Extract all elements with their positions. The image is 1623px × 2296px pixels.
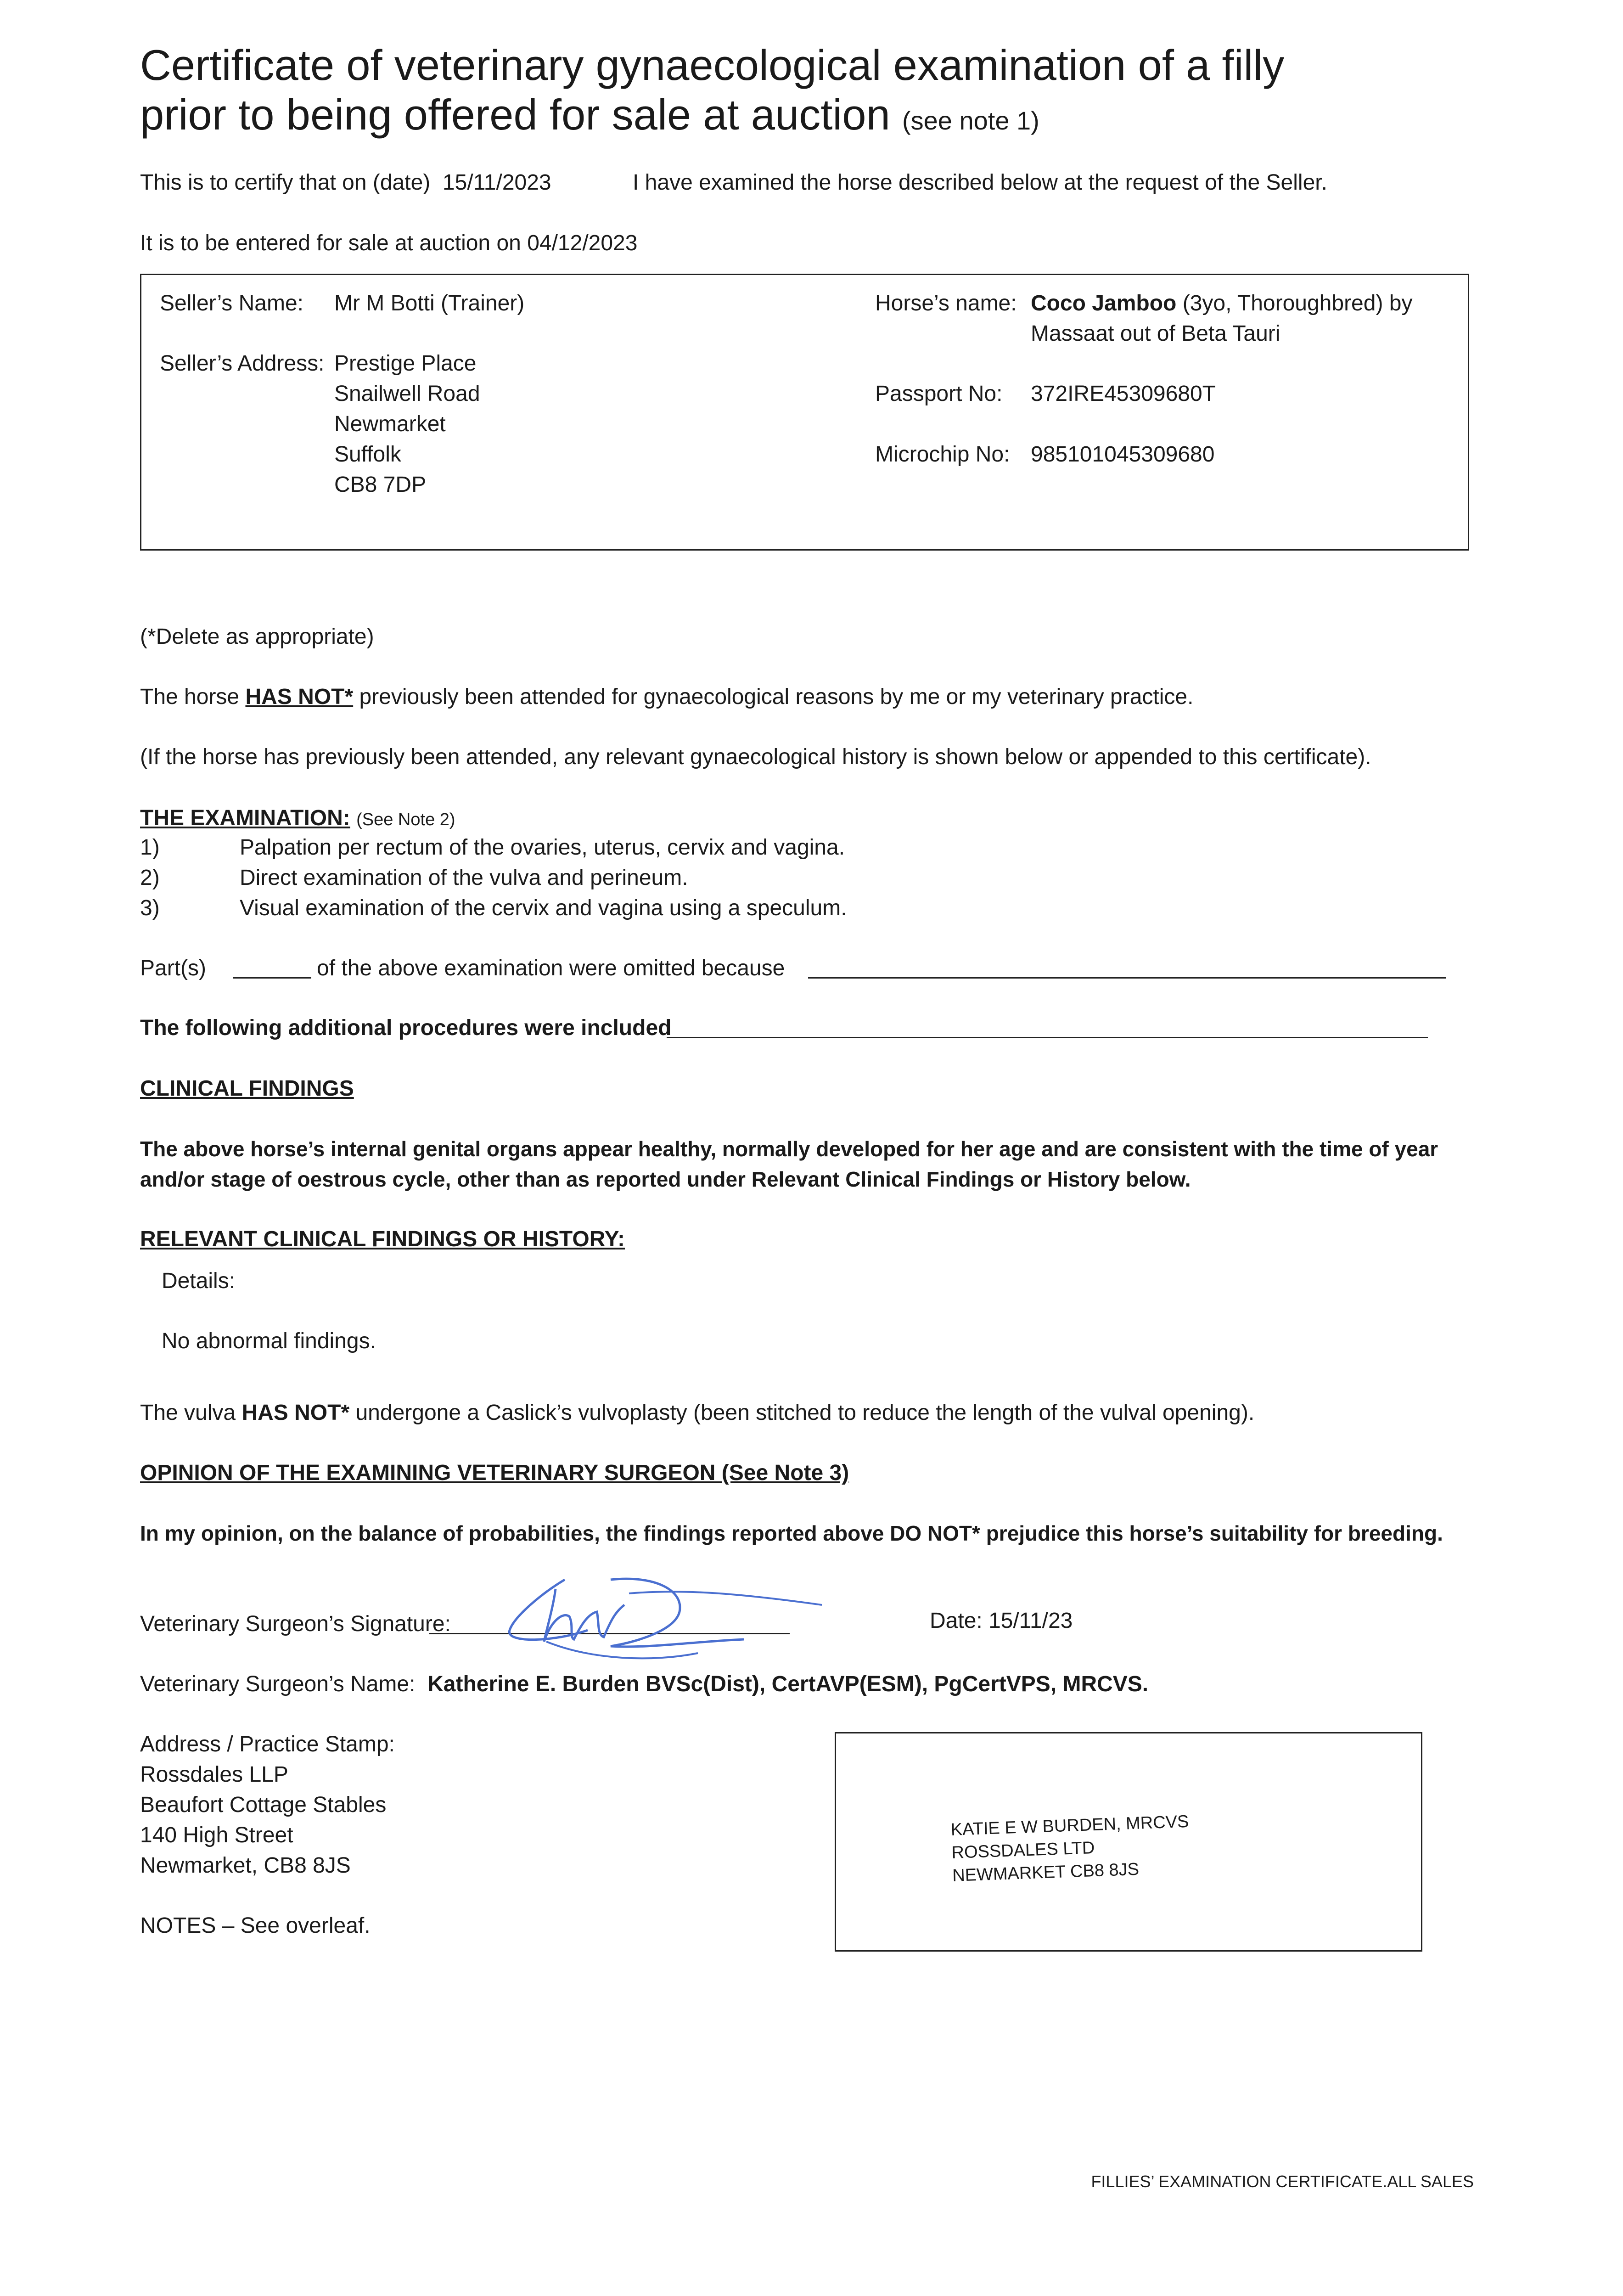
auction-date: 04/12/2023 <box>527 231 638 255</box>
exam-item-num: 3) <box>140 896 160 920</box>
signature-date <box>930 1606 1073 1636</box>
examination-heading-note: (See Note 2) <box>356 810 455 829</box>
seller-address-line: CB8 7DP <box>334 473 427 497</box>
horse-name-details: (3yo, Thoroughbred) by <box>1182 291 1413 315</box>
signature-date-label: Date: <box>930 1609 983 1633</box>
attended-status: HAS NOT* <box>245 685 354 709</box>
stamp-line: NEWMARKET CB8 8JS <box>952 1859 1140 1885</box>
footer-text: FILLIES’ EXAMINATION CERTIFICATE.ALL SALES <box>1091 2172 1474 2191</box>
vulva-status: HAS NOT* <box>241 1401 350 1425</box>
seller-name-label: Seller’s Name: <box>160 291 304 315</box>
opinion-heading: OPINION OF THE EXAMINING VETERINARY SURGEON (See Note 3) <box>140 1461 849 1485</box>
exam-item-text: Visual examination of the cervix and vagina using a speculum. <box>240 896 847 920</box>
practice-address-line: Beaufort Cottage Stables <box>140 1793 387 1817</box>
additional-procedures: The following additional procedures were included <box>140 1016 672 1040</box>
signature-date-value: 15/11/23 <box>988 1609 1073 1633</box>
vulva-suffix: undergone a Caslick’s vulvoplasty (been stitched to reduce the length of the vulval opening). <box>355 1401 1255 1425</box>
certify-statement <box>140 168 551 197</box>
horse-name-label: Horse’s name: <box>875 291 1017 315</box>
examination-heading: THE EXAMINATION: <box>140 806 350 830</box>
additional-procedures-blank <box>667 1037 1428 1038</box>
omitted-reason-blank <box>808 977 1446 979</box>
vulva-prefix: The vulva <box>140 1401 236 1425</box>
opinion-statement: In my opinion, on the balance of probabilities, the findings reported above DO NOT* prejudice this horse’s suitability for breeding. <box>140 1521 1443 1545</box>
details-label: Details: <box>162 1269 236 1293</box>
title-line-1: Certificate of veterinary gynaecological examination of a filly <box>140 41 1285 89</box>
vulva-statement <box>140 1398 1254 1428</box>
omitted-prefix: Part(s) <box>140 956 206 980</box>
microchip-label: Microchip No: <box>875 442 1010 467</box>
seller-address-line: Prestige Place <box>334 351 477 376</box>
horse-name: Coco Jamboo <box>1031 291 1177 315</box>
auction-prefix: It is to be entered for sale at auction on <box>140 231 521 255</box>
omitted-suffix: of the above examination were omitted because <box>317 956 785 980</box>
auction-statement <box>140 229 637 258</box>
seller-address-line: Newmarket <box>334 412 446 436</box>
horse-pedigree: Massaat out of Beta Tauri <box>1031 321 1280 346</box>
vet-name: Katherine E. Burden BVSc(Dist), CertAVP(ESM), PgCertVPS, MRCVS. <box>427 1672 1149 1696</box>
details-text: No abnormal findings. <box>162 1329 376 1353</box>
notes-reference: NOTES – See overleaf. <box>140 1913 371 1938</box>
exam-item-text: Direct examination of the vulva and perineum. <box>240 866 688 890</box>
horse-name-line <box>1031 289 1412 318</box>
attended-suffix: previously been attended for gynaecological reasons by me or my veterinary practice. <box>359 685 1194 709</box>
delete-note: (*Delete as appropriate) <box>140 625 374 649</box>
passport-label: Passport No: <box>875 382 1003 406</box>
seller-name: Mr M Botti (Trainer) <box>334 291 525 315</box>
practice-label: Address / Practice Stamp: <box>140 1732 395 1756</box>
omitted-parts-blank <box>233 977 311 979</box>
attended-prefix: The horse <box>140 685 240 709</box>
certify-date: 15/11/2023 <box>442 170 551 195</box>
signature-image <box>500 1561 831 1667</box>
clinical-heading: CLINICAL FINDINGS <box>140 1076 354 1101</box>
exam-item-num: 1) <box>140 835 160 860</box>
seller-address-line: Suffolk <box>334 442 401 467</box>
passport-number: 372IRE45309680T <box>1031 382 1216 406</box>
examination-heading-line <box>140 804 455 834</box>
signature-label: Veterinary Surgeon’s Signature: <box>140 1612 451 1636</box>
practice-address-line: Rossdales LLP <box>140 1762 288 1787</box>
practice-address-line: Newmarket, CB8 8JS <box>140 1853 351 1878</box>
attended-statement <box>140 682 1193 712</box>
title-line-2-text: prior to being offered for sale at auction <box>140 90 890 139</box>
clinical-statement-line-1: The above horse’s internal genital organs appear healthy, normally developed for her age and are consistent with the time of year <box>140 1137 1438 1161</box>
vet-name-label: Veterinary Surgeon’s Name: <box>140 1672 416 1696</box>
vet-name-line <box>140 1670 1148 1699</box>
history-note: (If the horse has previously been attended, any relevant gynaecological history is shown below or appended to this certificate). <box>140 745 1371 769</box>
stamp-text <box>950 1810 1191 1887</box>
relevant-heading: RELEVANT CLINICAL FINDINGS OR HISTORY: <box>140 1227 625 1251</box>
seller-address-label: Seller’s Address: <box>160 351 325 376</box>
title-line-2 <box>140 90 1039 146</box>
stamp-line: KATIE E W BURDEN, MRCVS <box>950 1812 1189 1840</box>
practice-address-line: 140 High Street <box>140 1823 293 1847</box>
exam-item-num: 2) <box>140 866 160 890</box>
stamp-line: ROSSDALES LTD <box>951 1838 1095 1863</box>
certify-suffix: I have examined the horse described below at the request of the Seller. <box>633 170 1327 195</box>
microchip-number: 985101045309680 <box>1031 442 1215 467</box>
seller-address-line: Snailwell Road <box>334 382 480 406</box>
certify-prefix: This is to certify that on (date) <box>140 170 431 195</box>
title-note: (see note 1) <box>902 106 1039 135</box>
exam-item-text: Palpation per rectum of the ovaries, uterus, cervix and vagina. <box>240 835 845 860</box>
clinical-statement-line-2: and/or stage of oestrous cycle, other than as reported under Relevant Clinical Findings or History below. <box>140 1167 1191 1191</box>
